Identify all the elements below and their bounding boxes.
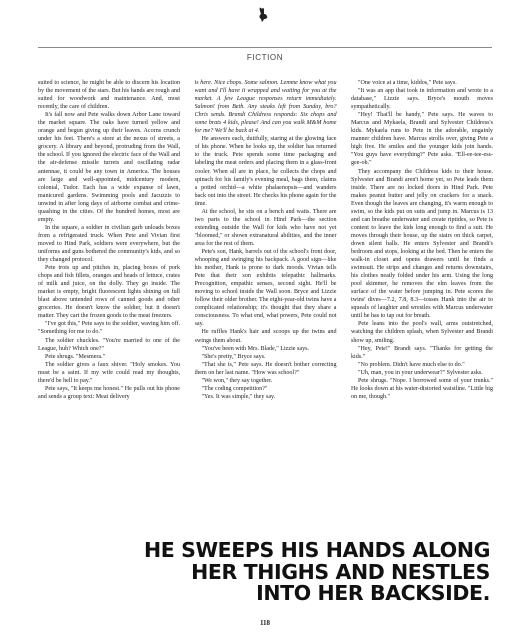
paragraph: Pete shrugs. "Nope. I borrowed some of your trunks." He looks down at his water-distorted waistline. "Little big on me, though." [351,377,493,400]
text-column-2 [195,79,337,524]
article-body [38,79,493,524]
paragraph: "I've got this," Pete says to the soldier, waving him off. "Something for me to do." [38,321,180,336]
paragraph: "You've been with Mrs. Blade," Lizzie says. [201,345,310,352]
paragraph: "Yes. It was simple," they say. [201,393,276,400]
paragraph: Pete trots up and pitches in, placing boxes of pork chops and fish fillets, oranges and heads of lettuce, crates of milk and juice, on the dolly. They go inside. The market is empty, bright fluorescent lights shining on full blast above untended rows of canned goods and other groceries. He doesn't know the soldier, but it doesn't matter. They cart the frozen goods to the meat freezers. [38,265,180,320]
paragraph: At the school, he sits on a bench and waits. There are two parts to the school in Hind Park—the section extending outside the Wall for kids who have not yet "bloomed," or shown extranatural abilities, and the inner area for the rest of them. [194,208,337,247]
paragraph: "It was an app that took in information and wrote to a database," Lizzie says. Bryce's mouth moves sympathetically. [351,88,493,111]
paragraph: "Hey! That'll be handy," Pete says. He waves to Marcus and Mykaela, Brandi and Sylvester Childress's kids. Mykaela runs to Pete in the adorable, ungainly manner children have. Marcus strolls over, giving Pete a high five. He smiles and the younger kids join hands. "You guys have everything?" Pete asks. "Ell-ee-tee-ess-gee-oh." [351,112,493,167]
paragraph: Pete's son, Hank, barrels out of the school's front door, whooping and swinging his backpack. A good sign—like his mother, Hank is prone to dark moods. Vivian tells Pete that their son exhibits telepathic hallmarks. Precognition, empathic senses, second sight. He'll be moving to school inside the Wall soon. Bryce and Lizzie follow their older brother. The eight-year-old twins have a complicated relationship; it's thought that they share a consciousness. To what end, what powers, Pete could not say. [194,248,337,328]
paragraph: "The coding competition?" [201,385,268,392]
paragraph: "We won," they say together. [201,377,273,384]
paragraph: The soldier gives a faux shiver. "Holy smokes. You must be a saint. If my wife could read my thoughts, there'd be hell to pay." [38,361,180,384]
rabbit-head-logo-icon [257,7,271,23]
paragraph: It's fall now and Pete walks down Arbor Lane toward the market square. The oaks have turned yellow and orange and begun giving up their leaves. Acorns crunch under his feet. There's a store at the nexus of streets, a grocery. A library and beyond, protruding from the Wall, the school. If you ignored the electric face of the Wall and the air-defense missile turrets and oscillating radar antennae, it could be any town in America. The houses are large and well-appointed, midcentury modern, colonial, Tudor. Each has a wide expanse of lawn, manicured gardens. Swimming pools and Jacuzzis to unwind in after long days of airborne combat and crime-quashing in the cities. Of the hundred homes, most are empty. [38,112,180,223]
paragraph: He answers each, dutifully, staring at the glowing face of his phone. When he looks up, the soldier has returned to the truck. Pete spends some time packaging and labeling the meat orders and placing them in a glass-front cooler. When all are in place, he collects the chops and spinach for his family's evening meal, bags them, claims a potted orchid—a white phalaenopsis—and wanders back out into the street. He checks his phone again for the time. [194,136,337,207]
paragraph: "She's pretty," Bryce says. [201,353,266,360]
paragraph: Pete shrugs. "Mesmera." [45,353,106,360]
pull-quote-line: HER THIGHS AND NESTLES [191,559,490,584]
text-column-1 [38,79,180,524]
paragraph: Pete says, "It keeps me honest." He pulls out his phone and sends a group text: Meat delivery [38,385,180,400]
text-column-3 [351,79,493,524]
pull-quote-line: INTO HER BACKSIDE. [256,581,490,605]
paragraph: "That she is," Pete says. He doesn't bother correcting them on her last name. "How was school?" [194,361,337,376]
paragraph: "Uh, man, you in your underwear?" Sylvester asks. [358,369,483,376]
paragraph: The soldier chuckles. "You're married to one of the League, huh? Which one?" [38,337,180,352]
paragraph: suited to science, he might be able to discern his location by the movement of the stars. But his hands are rough and suited for woodwork and maintenance. And, most recently, the care of children. [38,80,180,111]
paragraph: They accompany the Childress kids to their house. Sylvester and Brandi aren't home yet, so Pete leads them inside. There are no locked doors in Hind Park. Pete makes peanut butter and jelly on crackers for a snack. Even though the leaves are changing, it's warm enough to swim, so the kids put on suits and jump in. Marcus is 13 and can breathe underwater and create riptides, so Pete is content to leave the kids long enough to find a suit. He moves through their house, up the stairs on thick carpet, down silent halls. He enters Sylvester and Brandi's bedroom and stops, looking at the bed. Then he enters the walk-in closet and opens drawers until he finds a swimsuit. He strips and changes and returns downstairs, his clothes neatly folded under his arm. Using the long pool skimmer, he removes the elm leaves from the surface of the water before jumping in. Pete scores the twins' dives—7.2, 7.8, 8.3—tosses Hank into the air to squeals of laughter and wrestles with Marcus underwater until he has to tap out for breath. [351,168,493,320]
section-divider-rule [38,47,492,48]
section-label: FICTION [246,53,284,62]
paragraph: "Hey, Pete!" Brandi says. "Thanks for getting the kids." [351,345,493,360]
pull-quote-line: HE SWEEPS HIS HANDS ALONG [144,538,490,562]
page-number: 118 [259,619,271,627]
paragraph: "One voice at a time, kiddos," Pete says. [358,80,457,86]
paragraph: "No problem. Didn't have much else to do." [358,361,465,368]
paragraph: In the square, a soldier in civilian garb unloads boxes from a refrigerated truck. When Pete and Vivian first moved to Hind Park, soldiers were everywhere, but the uniforms and guns bothered the community's kids, and so they changed protocol. [38,224,180,264]
paragraph: is here. Nice chops. Some salmon. Lemme know what you want and I'll have it wrapped and waiting for you at the market. A few League responses return immediately. Salmon! from Beth. Any steaks left from Sunday, bro? Chris sends. Brandi Childress responds: Six chops and some brats 4 kids, please! And can you walk M&M home for me? We'll be back at 4. [194,80,337,135]
pull-quote [60,540,490,605]
paragraph: Pete leans into the pool's wall, arms outstretched, watching the children splash, when Sylvester and Brandi show up, smiling. [351,321,493,344]
paragraph: He ruffles Hank's hair and scoops up the twins and swings them about. [194,329,337,344]
